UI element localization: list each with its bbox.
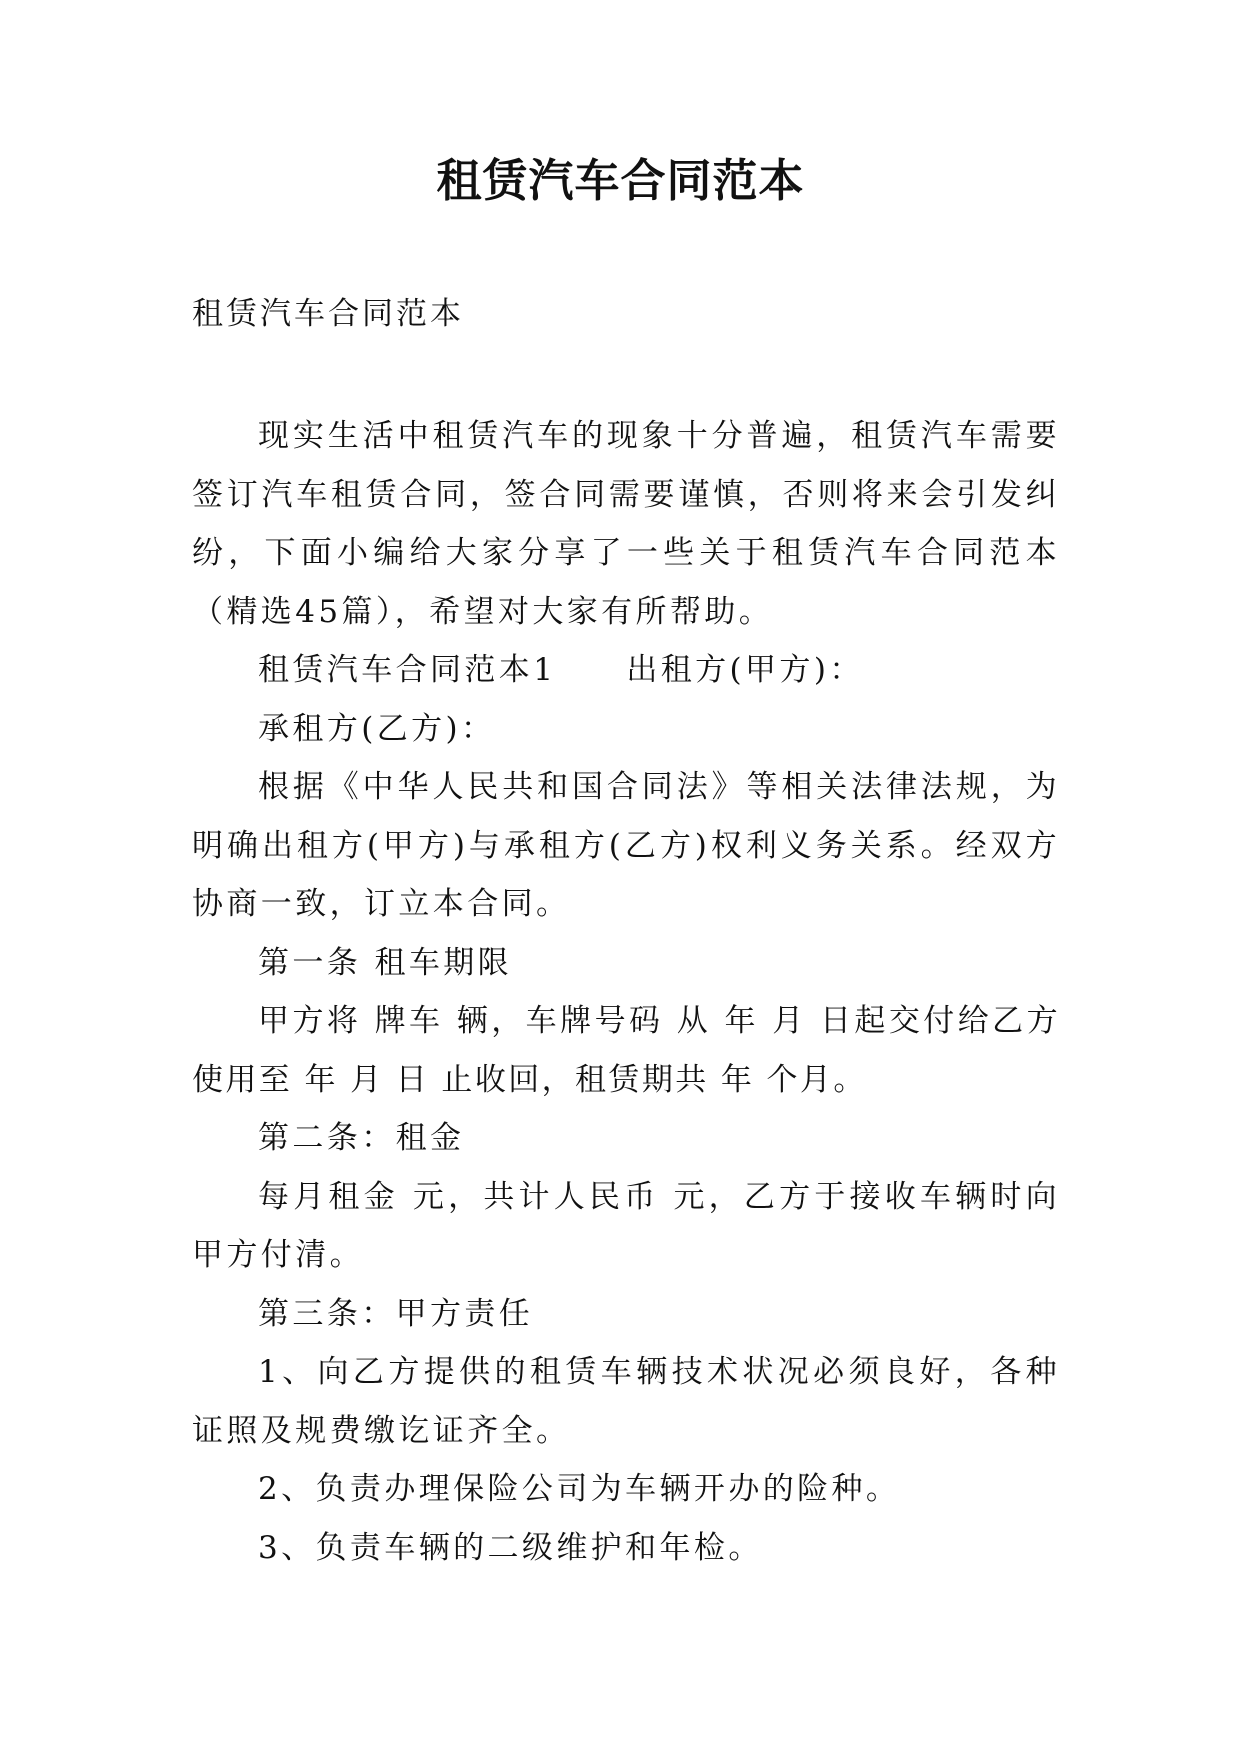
article-1-text: 甲方将 牌车 辆，车牌号码 从 年 月 日起交付给乙方使用至 年 月 日 止收回，租赁期共 年 个月。 <box>192 1003 1060 1098</box>
contract-heading: 租赁汽车合同范本1 <box>258 652 557 688</box>
article-3-heading: 第三条：甲方责任 <box>258 1295 534 1332</box>
article-1-heading: 第一条 租车期限 <box>258 944 513 981</box>
document-subtitle: 租赁汽车合同范本 <box>192 296 464 332</box>
lessor-line: 出租方(甲方)： <box>626 652 864 688</box>
document-body <box>192 407 1060 1577</box>
article-3-item-2: 2、负责办理保险公司为车辆开办的险种。 <box>258 1471 901 1507</box>
intro-paragraph: 现实生活中租赁汽车的现象十分普遍，租赁汽车需要签订汽车租赁合同，签合同需要谨慎，否则将来会引发纠纷，下面小编给大家分享了一些关于租赁汽车合同范本（精选45篇），希望对大家有所帮助。 <box>192 418 1060 630</box>
document-title: 租赁汽车合同范本 <box>436 154 805 207</box>
article-2-text: 每月租金 元，共计人民币 元，乙方于接收车辆时向甲方付清。 <box>192 1178 1060 1273</box>
article-3-item-1: 1、向乙方提供的租赁车辆技术状况必须良好，各种证照及规费缴讫证齐全。 <box>192 1354 1060 1449</box>
preamble-paragraph: 根据《中华人民共和国合同法》等相关法律法规，为明确出租方(甲方)与承租方(乙方)权利义务关系。经双方协商一致，订立本合同。 <box>192 769 1060 922</box>
article-3-item-3: 3、负责车辆的二级维护和年检。 <box>258 1529 763 1566</box>
article-2-heading: 第二条：租金 <box>258 1120 465 1156</box>
contract-heading-line <box>192 641 1060 700</box>
lessee-line: 承租方(乙方)： <box>258 710 496 747</box>
